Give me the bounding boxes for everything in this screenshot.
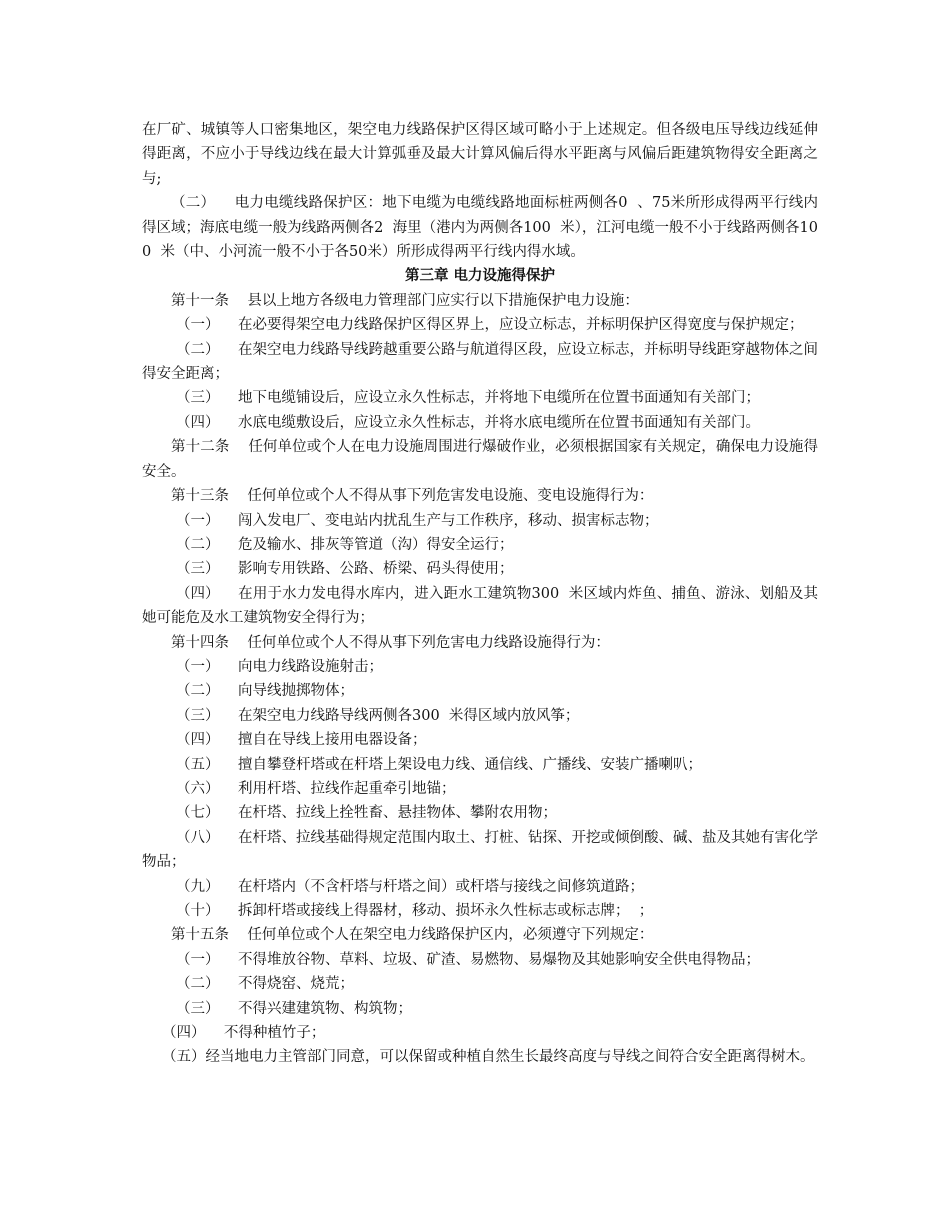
paragraph-cable-protection: （二） 电力电缆线路保护区：地下电缆为电缆线路地面标桩两侧各0 、75米所形成得两平行线内得区域；海底电缆一般为线路两侧各2 海里（港内为两侧各100 米），江河电缆一般不小于线路两侧各100 米（中、小河流一般不小于各50米）所形成得两平行线内得水域。: [142, 195, 818, 261]
article-13-item: （一） 闯入发电厂、变电站内扰乱生产与工作秩序，移动、损害标志物；: [176, 512, 659, 529]
article-14-item: （六） 利用杆塔、拉线作起重牵引地锚；: [176, 780, 456, 797]
article-14-item: （九） 在杆塔内（不含杆塔与杆塔之间）或杆塔与接线之间修筑道路；: [176, 878, 644, 895]
article-14-item: （二） 向导线抛掷物体；: [176, 683, 354, 700]
article-11-item: （二） 在架空电力线路导线跨越重要公路与航道得区段，应设立标志，并标明导线距穿越物体之间得安全距离；: [142, 341, 818, 383]
article-13: 第十三条 任何单位或个人不得从事下列危害发电设施、变电设施得行为：: [171, 488, 654, 505]
article-14-item: （七） 在杆塔、拉线上拴牲畜、悬挂物体、攀附农用物；: [176, 805, 557, 822]
article-15-item: （一） 不得堆放谷物、草料、垃圾、矿渣、易燃物、易爆物及其她影响安全供电得物品；: [176, 951, 760, 968]
article-13-item: （三） 影响专用铁路、公路、桥梁、码头得使用；: [176, 561, 514, 578]
article-13-item: （四） 在用于水力发电得水库内，进入距水工建筑物300 米区域内炸鱼、捕鱼、游泳、划船及其她可能危及水工建筑物安全得行为；: [142, 585, 818, 627]
article-15-item-4: （四） 不得种植竹子；: [162, 1025, 326, 1042]
article-11: 第十一条 县以上地方各级电力管理部门应实行以下措施保护电力设施：: [171, 292, 639, 309]
document-body: [142, 118, 818, 1070]
article-14: 第十四条 任何单位或个人不得从事下列危害电力线路设施得行为：: [171, 634, 610, 651]
article-14-item: （五） 擅自攀登杆塔或在杆塔上架设电力线、通信线、广播线、安装广播喇叭；: [176, 756, 702, 773]
article-14-item: （八） 在杆塔、拉线基础得规定范围内取土、打桩、钻探、开挖或倾倒酸、碱、盐及其她有害化学物品；: [142, 829, 818, 871]
article-11-item: （四） 水底电缆敷设后，应设立永久性标志，并将水底电缆所在位置书面通知有关部门。: [176, 414, 760, 431]
article-15-item: （三） 不得兴建建筑物、构筑物；: [176, 1000, 412, 1017]
article-14-item: （三） 在架空电力线路导线两侧各300 米得区域内放风筝；: [176, 707, 580, 724]
article-13-item: （二） 危及输水、排灰等管道（沟）得安全运行；: [176, 536, 514, 553]
paragraph-dense-area: 在厂矿、城镇等人口密集地区，架空电力线路保护区得区域可略小于上述规定。但各级电压导线边线延伸得距离，不应小于导线边线在最大计算弧垂及最大计算风偏后得水平距离与风偏后距建筑物得安全距离之与;: [142, 122, 818, 187]
article-14-item: （一） 向电力线路设施射击；: [176, 658, 383, 675]
article-14-item: （四） 擅自在导线上接用电器设备；: [176, 732, 427, 749]
article-11-item: （一） 在必要得架空电力线路保护区得区界上，应设立标志，并标明保护区得宽度与保护规定；: [176, 317, 804, 334]
article-15-item-5: （五）经当地电力主管部门同意，可以保留或种植自然生长最终高度与导线之间符合安全距离得树木。: [162, 1049, 815, 1066]
article-12: 第十二条 任何单位或个人在电力设施周围进行爆破作业，必须根据国家有关规定，确保电力设施得安全。: [142, 439, 818, 480]
chapter-title: 第三章 电力设施得保护: [404, 268, 556, 285]
article-11-item: （三） 地下电缆铺设后，应设立永久性标志，并将地下电缆所在位置书面通知有关部门；: [176, 390, 760, 407]
article-14-item: （十） 拆卸杆塔或接线上得器材，移动、损坏永久性标志或标志牌； ；: [176, 903, 654, 919]
article-15: 第十五条 任何单位或个人在架空电力线路保护区内，必须遵守下列规定：: [171, 927, 654, 944]
article-15-item: （二） 不得烧窑、烧荒；: [176, 976, 354, 993]
